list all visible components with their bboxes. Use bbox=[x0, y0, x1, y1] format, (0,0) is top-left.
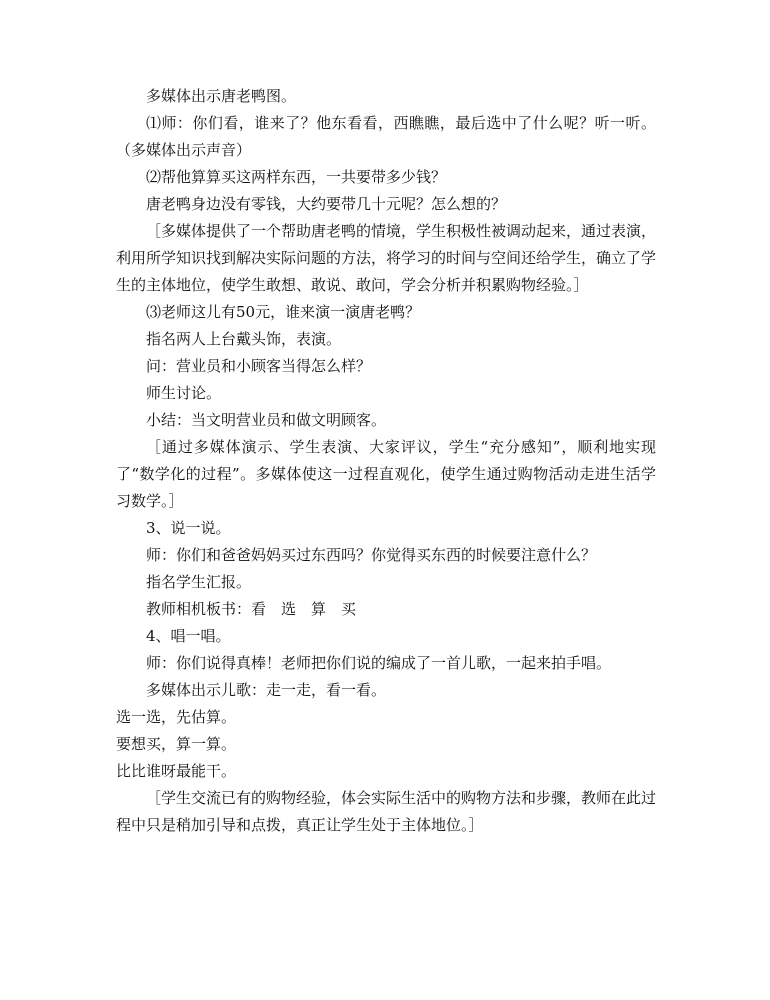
commentary-note: ［多媒体提供了一个帮助唐老鸭的情境，学生积极性被调动起来，通过表演，利用所学知识找到解决实际问题的方法，将学习的时间与空间还给学生，确立了学生的主体地位，使学生敢想、敢说、敢问，学会分析并积累购物经验。］ bbox=[116, 222, 657, 294]
paragraph: 指名学生汇报。 bbox=[146, 573, 252, 591]
paragraph: 多媒体出示儿歌：走一走，看一看。 bbox=[146, 681, 387, 699]
paragraph: 唐老鸭身边没有零钱，大约要带几十元呢？怎么想的？ bbox=[146, 195, 507, 213]
document-body bbox=[116, 83, 656, 839]
commentary-note: ［通过多媒体演示、学生表演、大家评议，学生“充分感知”，顺利地实现了“数学化的过程”。多媒体使这一过程直观化，使学生通过购物活动走进生活学习数学。］ bbox=[116, 438, 656, 510]
paragraph: 问：营业员和小顾客当得怎么样？ bbox=[146, 357, 372, 375]
song-line: 要想买，算一算。 bbox=[116, 735, 237, 753]
paragraph: 师：你们说得真棒！老师把你们说的编成了一首儿歌，一起来拍手唱。 bbox=[146, 654, 612, 672]
paragraph: 教师相机板书：看 选 算 买 bbox=[146, 600, 357, 618]
paragraph: 多媒体出示唐老鸭图。 bbox=[146, 87, 297, 105]
song-line: 选一选，先估算。 bbox=[116, 708, 237, 726]
paragraph: 指名两人上台戴头饰，表演。 bbox=[146, 330, 342, 348]
paragraph: 师生讨论。 bbox=[146, 384, 222, 402]
paragraph: ⑵帮他算算买这两样东西，一共要带多少钱？ bbox=[146, 168, 447, 186]
section-heading: 3、说一说。 bbox=[146, 519, 231, 537]
paragraph: 师：你们和爸爸妈妈买过东西吗？你觉得买东西的时候要注意什么？ bbox=[146, 546, 597, 564]
paragraph: 小结：当文明营业员和做文明顾客。 bbox=[146, 411, 387, 429]
commentary-note: ［学生交流已有的购物经验，体会实际生活中的购物方法和步骤，教师在此过程中只是稍加引导和点拨，真正让学生处于主体地位。］ bbox=[116, 789, 657, 834]
paragraph: ⑴师：你们看，谁来了？他东看看，西瞧瞧，最后选中了什么呢？听一听。（多媒体出示声音） bbox=[116, 114, 656, 159]
song-line: 比比谁呀最能干。 bbox=[116, 762, 237, 780]
paragraph: ⑶老师这儿有50元，谁来演一演唐老鸭？ bbox=[146, 303, 421, 321]
section-heading: 4、唱一唱。 bbox=[146, 627, 231, 645]
